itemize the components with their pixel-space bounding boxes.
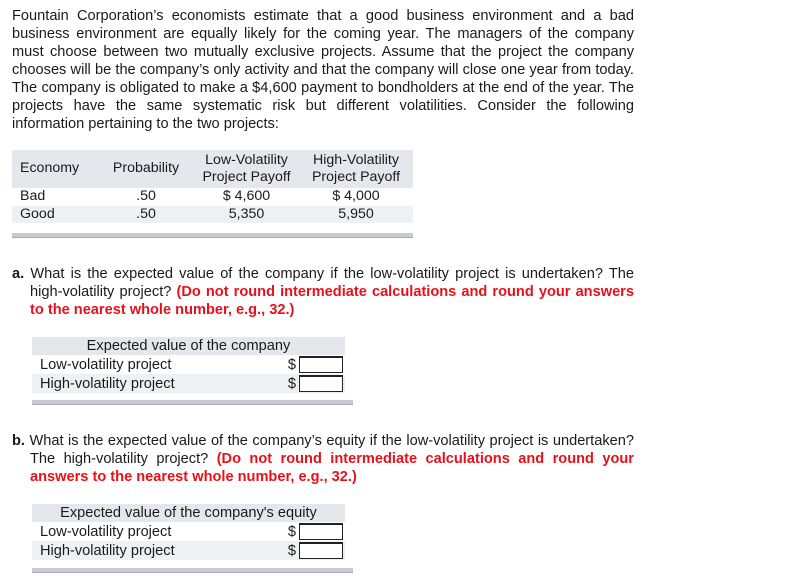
question-a xyxy=(12,265,634,319)
answer-b-header: Expected value of the company's equity xyxy=(32,504,345,522)
header-low-volatility xyxy=(194,150,299,188)
question-b-text: What is the expected value of the company’s equity if the low-volatility project is undertaken? The high-volatility project? xyxy=(29,433,634,467)
header-high-line2: Project Payoff xyxy=(311,169,401,185)
answer-b-divider xyxy=(32,568,353,573)
table-row xyxy=(12,188,413,206)
header-low-line2: Project Payoff xyxy=(202,169,291,185)
answer-row xyxy=(32,522,345,541)
table-divider xyxy=(12,233,413,238)
payoff-table-header xyxy=(12,150,413,188)
question-b xyxy=(12,432,634,486)
question-b-instruction: (Do not round intermediate calculations and round your answers to the nearest whole number, e.g., 32.) xyxy=(30,451,634,485)
dollar-sign: $ xyxy=(287,542,296,559)
cell-low-payoff: $ 4,600 xyxy=(222,188,271,204)
answer-a-low-label: Low-volatility project xyxy=(40,356,172,373)
answer-a-header: Expected value of the company xyxy=(32,337,345,355)
header-economy: Economy xyxy=(20,160,80,177)
cell-economy: Bad xyxy=(20,188,46,204)
cell-probability: .50 xyxy=(136,205,156,222)
header-high-volatility xyxy=(299,150,413,188)
answer-row xyxy=(32,541,345,560)
problem-statement: Fountain Corporation’s economists estimate that a good business environment and a bad business environment are equally likely for the coming year. The managers of the company must choose between two mutually exclusive projects. Assume that the project the company chooses will be the company’s only activity and that the company will close one year from today. The company is obligated to make a $4,600 payment to bondholders at the end of the year. The projects have the same systematic risk but different volatilities. Consider the following information pertaining to the two projects: xyxy=(12,8,634,132)
answer-table-b xyxy=(32,504,345,560)
cell-high-payoff: 5,950 xyxy=(338,205,374,222)
cell-low-payoff: 5,350 xyxy=(228,205,265,222)
answer-row xyxy=(32,374,345,393)
answer-a-high-input[interactable] xyxy=(299,375,343,392)
answer-b-low-input[interactable] xyxy=(299,523,343,540)
header-low-line1: Low-Volatility xyxy=(205,151,288,168)
payoff-table xyxy=(12,150,413,223)
question-b-label: b. xyxy=(12,433,25,449)
dollar-sign: $ xyxy=(287,356,296,373)
answer-table-a xyxy=(32,337,345,393)
answer-a-high-label: High-volatility project xyxy=(40,375,175,392)
answer-row xyxy=(32,355,345,374)
question-a-instruction: (Do not round intermediate calculations and round your answers to the nearest whole number, e.g., 32.) xyxy=(30,284,634,318)
question-a-label: a. xyxy=(12,266,25,282)
header-probability: Probability xyxy=(112,160,180,177)
dollar-sign: $ xyxy=(287,375,296,392)
answer-b-high-label: High-volatility project xyxy=(40,542,175,559)
header-high-line1: High-Volatility xyxy=(313,151,399,168)
dollar-sign: $ xyxy=(287,523,296,540)
answer-b-low-label: Low-volatility project xyxy=(40,523,172,540)
cell-economy: Good xyxy=(20,205,55,222)
cell-high-payoff: $ 4,000 xyxy=(332,188,380,204)
question-a-text: What is the expected value of the company if the low-volatility project is undertaken? The high-volatility project? xyxy=(30,266,634,300)
table-row xyxy=(12,206,413,224)
answer-b-high-input[interactable] xyxy=(299,542,343,559)
answer-a-divider xyxy=(32,400,353,405)
cell-probability: .50 xyxy=(136,188,156,204)
answer-a-low-input[interactable] xyxy=(299,356,343,373)
